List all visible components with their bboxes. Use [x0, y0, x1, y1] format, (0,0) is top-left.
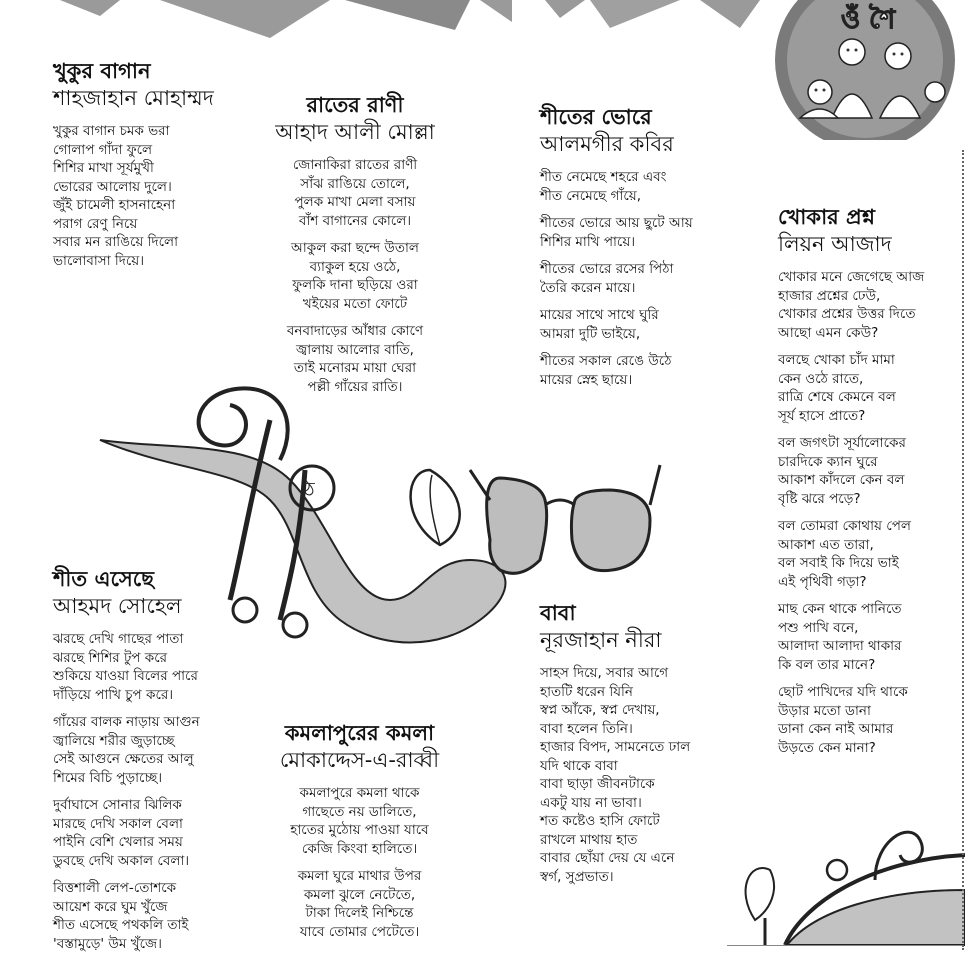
verse-line: বাবা ছাড়া জীবনটাকে — [540, 776, 655, 792]
stanza — [53, 713, 200, 787]
verse-line: মাছ কেন থাকে পানিতে — [778, 601, 902, 617]
verse-line: খুকুর বাগান চমক ভরা — [53, 123, 170, 139]
verse-line: জোনাকিরা রাতের রাণী — [292, 157, 418, 173]
verse-line: শিশির মাখা সূর্যমুখী — [53, 160, 154, 176]
verse-line: যদি থাকে বাবা — [540, 757, 618, 774]
stanza — [778, 600, 924, 674]
verse-line: বাবার ছোঁয়া দেয় যে এনে — [540, 850, 675, 866]
verse-line: শিমের বিচি পুড়াচ্ছে। — [53, 769, 163, 786]
verse-line: ফুলকি দানা ছড়িয়ে ওরা — [292, 277, 418, 293]
verse-line: কমলা ঘুরে মাথার উপর — [297, 868, 422, 884]
verse-line: ব্যাকুল হয়ে ওঠে, — [309, 258, 401, 275]
verse-line: আছো এমন কেউ? — [778, 324, 879, 341]
verse-line: বৃষ্টি ঝরে পড়ে? — [778, 490, 861, 507]
column-divider — [962, 150, 964, 950]
poem-author: আহমদ সোহেল — [53, 594, 182, 618]
stanza — [778, 434, 924, 508]
stanza — [540, 306, 693, 343]
poem-rater-rani — [270, 92, 440, 405]
stanza — [778, 351, 924, 425]
verse-line: খোকার প্রশ্নের উত্তর দিতে — [778, 306, 916, 322]
verse-line: আকুল করা ছন্দে উতাল — [291, 240, 419, 256]
verse-line: খোকার মনে জেগেছে আজ — [778, 269, 925, 285]
verse-line: বলছে খোকা চাঁদ মামা — [778, 352, 895, 368]
verse-line: শত কষ্টেও হাসি ফোটে — [540, 813, 660, 829]
verse-line: মারছে দেখি সকাল বেলা — [53, 815, 183, 832]
verse-line: হাতটি ধরেন যিনি — [540, 683, 633, 700]
verse-line: বাঁশ বাগানের কোলে। — [298, 212, 412, 229]
poem-author: আহাদ আলী মোল্লা — [275, 120, 435, 144]
poem-title: কমলাপুরের কমলা — [284, 721, 435, 745]
poem-author: লিয়ন আজাদ — [778, 232, 892, 256]
stanza — [270, 239, 440, 313]
stanza — [778, 268, 924, 342]
verse-line: আকাশ এত তারা, — [778, 536, 874, 553]
verse-line: যাবে তোমার পেটেতে। — [299, 923, 420, 940]
verse-line: মায়ের স্নেহ ছায়ে। — [540, 371, 633, 388]
poem-baba — [540, 600, 690, 895]
poem-author: মোকাদ্দেস-এ-রাব্বী — [279, 748, 440, 772]
verse-line: ভালোবাসা দিয়ে। — [53, 252, 145, 269]
verse-line: সাঁঝ রাঙিয়ে তোলে, — [300, 175, 410, 192]
verse-line: ঝরছে শিশির টুপ করে — [53, 649, 168, 666]
poem-khukur-bagan — [53, 58, 214, 279]
stanza — [53, 630, 200, 704]
verse-line: বল তোমরা কোথায় পেল — [778, 518, 911, 534]
verse-line: শুকিয়ে যাওয়া বিলের পারে — [53, 668, 198, 684]
verse-line: শীত নেমেছে গাঁয়ে, — [540, 187, 642, 204]
verse-line: পশু পাখি বনে, — [778, 619, 859, 636]
verse-line: গাঁয়ের বালক নাড়ায় আগুন — [53, 714, 200, 730]
verse-line: শীতের ভোরে রসের পিঠা — [540, 261, 674, 277]
verse-line: রাত্রি শেষে কেমনে বল — [778, 389, 896, 405]
verse-line: স্বপ্ন আঁকে, স্বপ্ন দেখায়, — [540, 702, 660, 718]
sprout-illustration — [725, 800, 965, 950]
verse-line: ডানা কেন নাই আমার — [778, 721, 894, 737]
verse-line: সাহস দিয়ে, সবার আগে — [540, 665, 669, 681]
verse-line: হাতের মুঠোয় পাওয়া যাবে — [290, 822, 429, 838]
verse-line: পরাগ রেণু নিয়ে — [53, 215, 138, 232]
verse-line: গোলাপ গাঁদা ফুলে — [53, 141, 153, 158]
verse-line: কি বল তার মানে? — [778, 656, 876, 673]
poem-title: শীত এসেছে — [53, 567, 154, 591]
svg-text:ঠ: ঠ — [304, 477, 315, 501]
verse-line: আমরা দুটি ভাইয়ে, — [540, 325, 641, 342]
verse-line: শীত এসেছে পথকলি তাই — [53, 917, 189, 933]
stanza — [53, 122, 214, 270]
verse-line: শীতের সকাল রেঙে উঠে — [540, 353, 672, 369]
verse-line: পুলক মাখা মেলা বসায় — [294, 194, 416, 210]
poem-shiter-bhore — [540, 104, 693, 398]
stanza — [778, 517, 924, 591]
verse-line: সেই আগুনে ক্ষেতের আলু — [53, 751, 194, 767]
verse-line: ছোট পাখিদের যদি থাকে — [778, 684, 908, 700]
verse-line: শিশির মাখি পায়ে। — [540, 233, 636, 250]
verse-line: বিত্তশালী লেপ-তোশকে — [53, 880, 177, 896]
verse-line: ভোরের আলোয় দুলে। — [53, 178, 172, 195]
stanza — [540, 260, 693, 297]
stanza — [262, 784, 457, 858]
verse-line: আকাশ কাঁদলে কেন বল — [778, 472, 905, 488]
verse-line: আলাদা আলাদা থাকার — [778, 638, 902, 654]
stanza — [53, 879, 200, 953]
verse-line: উড়ার মতো ডানা — [778, 702, 871, 719]
poem-title: খুকুর বাগান — [53, 59, 151, 83]
poem-title: রাতের রাণী — [306, 93, 404, 117]
badge-title: ওঁ শৈ — [840, 5, 896, 35]
verse-line: জ্বালিয়ে শরীর জুড়াচ্ছে — [53, 732, 175, 749]
verse-line: কেন ওঠে রাতে, — [778, 370, 864, 387]
stanza — [53, 796, 200, 870]
stanza — [270, 156, 440, 230]
verse-line: বনবাদাড়ের আঁধার কোণে — [286, 323, 424, 339]
verse-line: হাজার বিপদ, সামনেতে ঢাল — [540, 739, 691, 755]
verse-line: ডুবছে দেখি অকাল বেলা। — [53, 852, 190, 869]
verse-line: বল জগৎটা সূর্যালোকের — [778, 435, 906, 451]
stanza — [262, 867, 457, 941]
verse-line: শীতের ভোরে আয় ছুটে আয় — [540, 215, 693, 231]
verse-line: বল সবাই কি দিয়ে ভাই — [778, 555, 899, 571]
verse-line: সূর্য হাসে প্রাতে? — [778, 407, 866, 424]
verse-line: জুঁই চামেলী হাসনাহেনা — [53, 197, 176, 213]
verse-line: আয়েশ করে ঘুম খুঁজে — [53, 898, 168, 915]
verse-line: বাবা হলেন তিনি। — [540, 720, 633, 737]
verse-line: 'বস্তামুড়ে' উম খুঁজে। — [53, 935, 162, 952]
verse-line: কেজি কিংবা হালিতে। — [301, 840, 418, 857]
bottom-rule — [727, 945, 962, 946]
verse-line: চারদিকে ক্যান ঘুরে — [778, 453, 878, 470]
verse-line: রাখলে মাথায় হাত — [540, 831, 638, 848]
verse-line: তৈরি করেন মায়ে। — [540, 279, 636, 296]
verse-line: ঝরছে দেখি গাছের পাতা — [53, 631, 184, 647]
poem-kamalapurer-kamala — [262, 720, 457, 950]
stanza — [540, 664, 690, 886]
verse-line: জ্বালায় আলোর বাতি, — [296, 341, 414, 358]
verse-line: এই পৃথিবী গড়া? — [778, 573, 867, 590]
verse-line: দুর্বাঘাসে সোনার ঝিলিক — [53, 797, 182, 813]
verse-line: দাঁড়িয়ে পাখি চুপ করে। — [53, 686, 174, 703]
poem-title: শীতের ভোরে — [540, 105, 652, 129]
poem-khokar-proshno — [778, 204, 924, 766]
verse-line: গাছেতে নয় ডালিতে, — [302, 803, 417, 820]
poem-shit-eseche — [53, 566, 200, 962]
stanza — [540, 214, 693, 251]
poem-author: নূরজাহান নীরা — [540, 628, 662, 652]
verse-line: মায়ের সাথে সাথে ঘুরি — [540, 307, 659, 323]
verse-line: সবার মন রাঙিয়ে দিলো — [53, 234, 179, 250]
stanza — [540, 168, 693, 205]
poem-author: আলমগীর কবির — [540, 132, 674, 156]
verse-line: তাই মনোরম মায়া ঘেরা — [293, 360, 417, 376]
stanza — [540, 352, 693, 389]
verse-line: খইয়ের মতো ফোটে — [302, 295, 408, 312]
verse-line: উড়তে কেন মানা? — [778, 739, 876, 756]
stanza — [778, 683, 924, 757]
verse-line: একটু যায় না ভাবা। — [540, 794, 642, 811]
verse-line: স্বর্গ, সুপ্রভাত। — [540, 868, 614, 885]
verse-line: টাকা দিলেই নিশ্চিন্তে — [305, 905, 414, 921]
verse-line: পল্লী গাঁয়ের রাতি। — [307, 378, 403, 395]
poem-title: খোকার প্রশ্ন — [778, 205, 875, 229]
verse-line: কমলাপুরে কমলা থাকে — [299, 785, 420, 801]
verse-line: হাজার প্রশ্নের ঢেউ, — [778, 287, 881, 304]
verse-line: পাইনি বেশি খেলার সময় — [53, 834, 183, 850]
poem-author: শাহজাহান মোহাম্মদ — [53, 86, 214, 110]
verse-line: শীত নেমেছে শহরে এবং — [540, 169, 667, 185]
verse-line: কমলা ঝুলে নেটেতে, — [303, 886, 416, 903]
stanza — [270, 322, 440, 396]
poem-title: বাবা — [540, 601, 576, 625]
